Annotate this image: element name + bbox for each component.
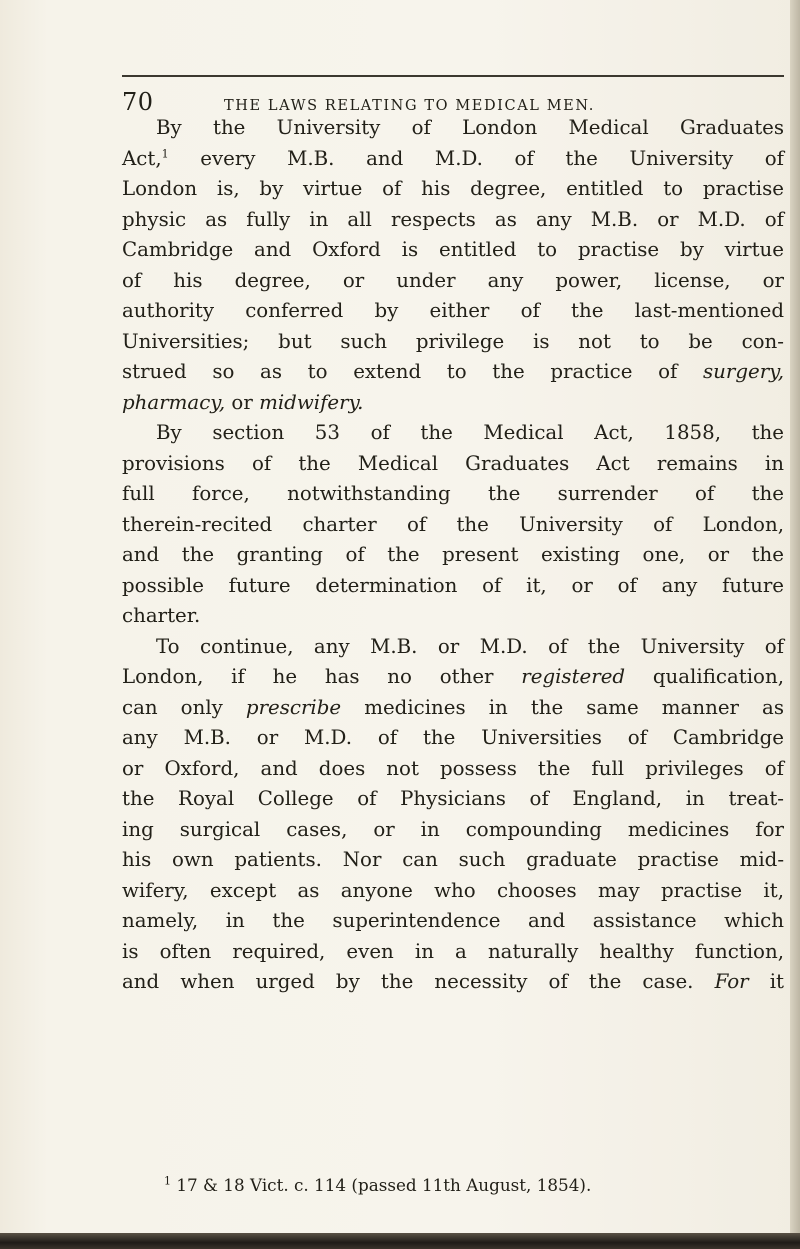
text-segment: medicines in the same manner as <box>341 695 784 719</box>
text-line <box>122 357 784 388</box>
text-segment: or Oxford, and does not possess the full privileges of <box>122 756 784 780</box>
text-line <box>122 662 784 693</box>
text-segment: Cambridge and Oxford is entitled to practise by virtue <box>122 238 784 261</box>
text-line <box>122 113 784 144</box>
text-line <box>122 479 784 510</box>
text-line <box>122 784 784 815</box>
text-line <box>122 205 784 236</box>
text-segment: the Royal College of Physicians of England, in treat- <box>122 787 784 810</box>
text-segment: Act, <box>122 146 162 170</box>
italic-text: pharmacy, <box>122 390 226 414</box>
footnote-text: 17 & 18 Vict. c. 114 (passed 11th August, 1854). <box>176 1175 592 1195</box>
text-segment: strued so as to extend to the practice of <box>122 360 703 383</box>
text-segment: and the granting of the present existing one, or the <box>122 543 784 566</box>
text-line <box>122 723 784 754</box>
text-segment: is often required, even in a naturally healthy function, <box>122 939 784 963</box>
text-line <box>122 418 784 449</box>
text-segment: charter. <box>122 604 201 627</box>
text-segment: of his degree, or under any power, license, or <box>122 268 784 292</box>
text-line <box>122 144 784 175</box>
text-segment: wifery, except as anyone who chooses may practise it, <box>122 878 784 902</box>
italic-text: midwifery. <box>259 390 364 414</box>
text-segment: any M.B. or M.D. of the Universities of Cambridge <box>122 726 784 749</box>
text-segment: authority conferred by either of the last-mentioned <box>122 299 784 322</box>
text-segment: To continue, any M.B. or M.D. of the University of <box>156 634 784 658</box>
text-line <box>122 845 784 876</box>
italic-text: registered <box>521 665 626 688</box>
text-line <box>122 693 784 724</box>
italic-text: surgery, <box>702 360 784 383</box>
text-line <box>122 449 784 480</box>
text-segment: namely, in the superintendence and assistance which <box>122 909 784 932</box>
text-segment: London is, by virtue of his degree, entitled to practise <box>122 177 784 200</box>
text-segment: qualification, <box>625 665 784 688</box>
text-line <box>122 235 784 266</box>
page-edge-shadow <box>790 0 800 1249</box>
text-segment: therein-recited charter of the University of London, <box>122 512 784 536</box>
running-head <box>122 88 784 116</box>
italic-text: prescribe <box>245 695 342 719</box>
text-segment: his own patients. Nor can such graduate practise mid- <box>122 848 784 871</box>
header-rule <box>122 75 784 77</box>
footnote-marker: 1 <box>164 1174 171 1188</box>
text-line <box>122 327 784 358</box>
page-bottom-band <box>0 1233 800 1249</box>
text-segment: provisions of the Medical Graduates Act remains in <box>122 451 784 475</box>
text-line <box>122 632 784 663</box>
page-number: 70 <box>122 88 154 116</box>
footnote-reference: 1 <box>161 146 169 160</box>
text-line <box>122 754 784 785</box>
text-line <box>122 174 784 205</box>
text-line <box>122 388 784 419</box>
text-segment: and when urged by the necessity of the case. <box>122 970 715 993</box>
text-line <box>122 540 784 571</box>
text-segment: can only <box>122 695 246 719</box>
text-line <box>122 967 784 998</box>
text-line <box>122 815 784 846</box>
text-segment: physic as fully in all respects as any M.B. or M.D. of <box>122 207 784 231</box>
text-segment: ing surgical cases, or in compounding medicines for <box>122 817 784 841</box>
footnote <box>122 1173 800 1197</box>
text-segment: it <box>748 970 784 993</box>
text-line <box>122 510 784 541</box>
text-line <box>122 937 784 968</box>
text-line <box>122 296 784 327</box>
text-segment: possible future determination of it, or of any future <box>122 573 784 597</box>
text-segment: or <box>225 390 260 414</box>
text-segment: London, if he has no other <box>122 665 522 688</box>
text-segment: every M.B. and M.D. of the University of <box>168 146 784 170</box>
text-segment: Universities; but such privilege is not to be con- <box>122 329 784 353</box>
text-line <box>122 876 784 907</box>
text-line <box>122 601 784 632</box>
text-line <box>122 266 784 297</box>
text-segment: By section 53 of the Medical Act, 1858, the <box>156 421 784 444</box>
text-segment: By the University of London Medical Graduates <box>156 116 784 139</box>
text-line <box>122 571 784 602</box>
body-text <box>122 113 784 998</box>
italic-text: For <box>714 970 749 993</box>
running-title: THE LAWS RELATING TO MEDICAL MEN. <box>224 98 595 114</box>
text-segment: full force, notwithstanding the surrender of the <box>122 482 784 505</box>
text-line <box>122 906 784 937</box>
